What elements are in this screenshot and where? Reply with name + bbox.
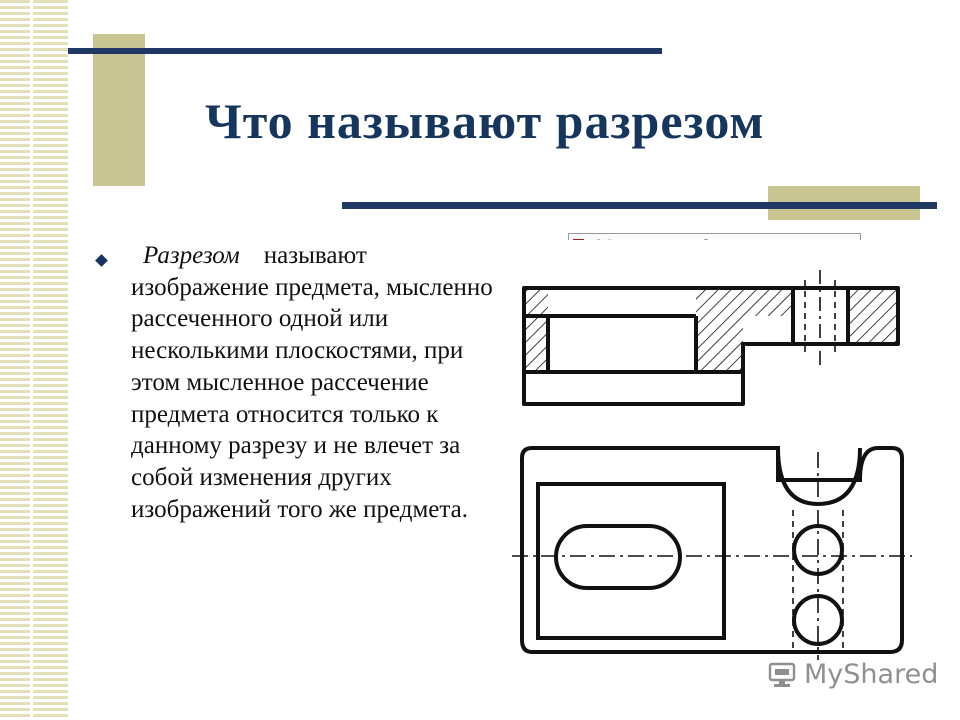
watermark-text: MyShared [804,659,939,690]
bullet-paragraph [131,240,501,525]
decor-navy-line-top [68,48,662,54]
technical-drawing [500,240,945,690]
decor-navy-line-bottom [342,202,937,209]
diamond-bullet-icon [95,254,108,267]
decor-olive-block-top [93,34,145,186]
decorative-stripe-band [0,0,68,720]
slide-title: Что называют разрезом [205,93,765,149]
myshared-logo-icon [768,661,798,689]
bullet-body-text: называют изображение предмета, мысленно рассеченного одной или несколькими плоскостями, при этом мысленное рассечение предмета относится только к данному разрезу и не влечет за собой изменения других изображений того же предмета. [131,242,493,523]
myshared-watermark [768,657,939,693]
section-view [524,270,898,404]
bullet-lead-term: Разрезом [143,242,240,269]
plan-view [512,448,912,660]
